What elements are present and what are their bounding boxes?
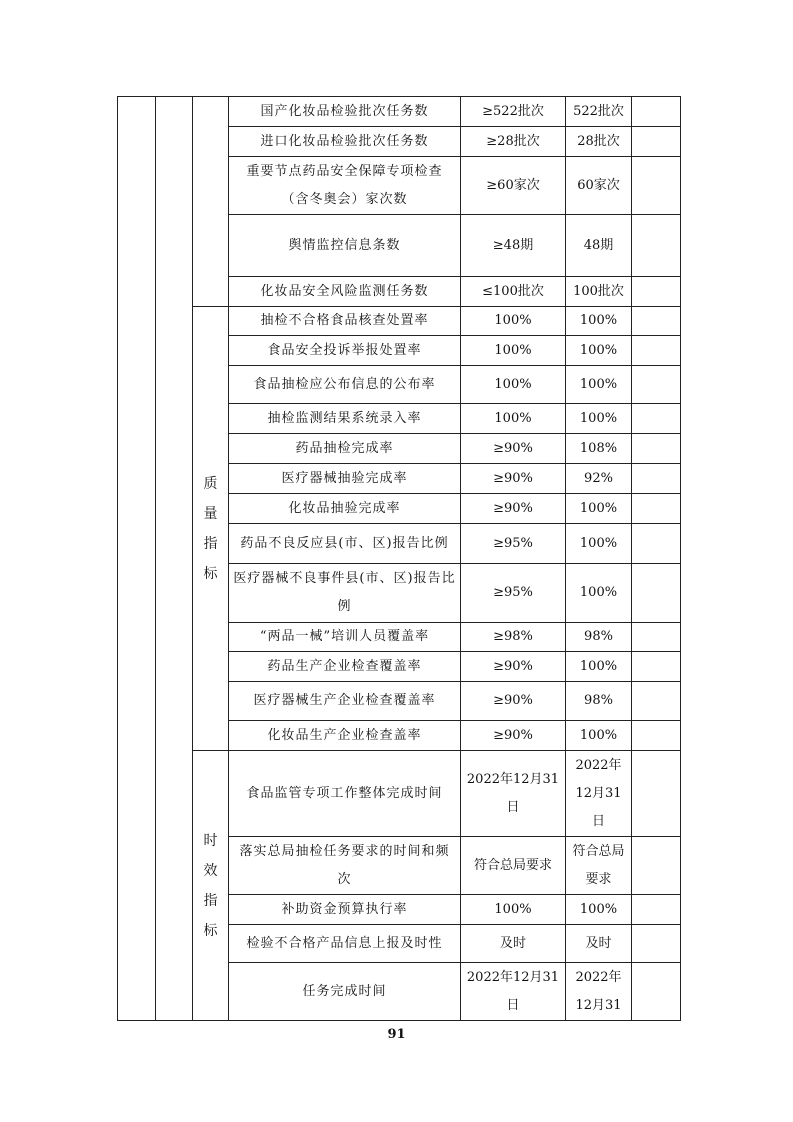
target-cell: 符合总局要求 <box>461 837 566 895</box>
score-cell <box>632 895 681 925</box>
quantity-group-cell <box>193 97 229 307</box>
actual-cell: 100% <box>566 721 632 751</box>
target-cell: ≥90% <box>461 434 566 464</box>
target-cell: 及时 <box>461 925 566 963</box>
actual-cell: 符合总局要求 <box>566 837 632 895</box>
indicator-cell: 医疗器械抽验完成率 <box>229 464 461 494</box>
score-cell <box>632 404 681 434</box>
target-cell: ≥48期 <box>461 215 566 277</box>
group-label-char: 质 <box>203 475 218 492</box>
target-cell: ≥98% <box>461 623 566 652</box>
actual-cell: 及时 <box>566 925 632 963</box>
target-cell: ≥28批次 <box>461 127 566 157</box>
actual-cell: 28批次 <box>566 127 632 157</box>
page-number: 91 <box>387 1027 406 1042</box>
indicator-cell: 医疗器械不良事件县(市、区)报告比例 <box>229 564 461 623</box>
target-cell: ≥95% <box>461 524 566 564</box>
actual-cell: 108% <box>566 434 632 464</box>
target-cell: ≥90% <box>461 682 566 721</box>
score-cell <box>632 336 681 366</box>
actual-cell: 60家次 <box>566 157 632 215</box>
indicator-cell: 进口化妆品检验批次任务数 <box>229 127 461 157</box>
target-cell: 100% <box>461 895 566 925</box>
score-cell <box>632 652 681 682</box>
score-cell <box>632 277 681 307</box>
table-row <box>118 751 681 837</box>
target-cell: 2022年12月31日 <box>461 963 566 1021</box>
actual-cell: 100批次 <box>566 277 632 307</box>
score-cell <box>632 307 681 336</box>
indicator-cell: 化妆品安全风险监测任务数 <box>229 277 461 307</box>
indicator-cell: 药品不良反应县(市、区)报告比例 <box>229 524 461 564</box>
group-label-char: 标 <box>203 922 218 939</box>
indicator-cell: 重要节点药品安全保障专项检查（含冬奥会）家次数 <box>229 157 461 215</box>
target-cell: 100% <box>461 404 566 434</box>
target-cell: ≥90% <box>461 652 566 682</box>
performance-indicator-table-container <box>117 96 680 1021</box>
indicator-cell: 国产化妆品检验批次任务数 <box>229 97 461 127</box>
actual-cell: 100% <box>566 895 632 925</box>
indicator-cell: 药品抽检完成率 <box>229 434 461 464</box>
timeliness-group-label <box>193 751 229 1021</box>
quality-group-label <box>193 307 229 751</box>
target-cell: ≤100批次 <box>461 277 566 307</box>
group-label-char: 时 <box>203 832 218 849</box>
target-cell: ≥90% <box>461 494 566 524</box>
actual-cell: 48期 <box>566 215 632 277</box>
target-cell: 100% <box>461 336 566 366</box>
actual-cell: 92% <box>566 464 632 494</box>
group-label-char: 指 <box>203 892 218 909</box>
indicator-cell: 抽检监测结果系统录入率 <box>229 404 461 434</box>
group-label-char: 标 <box>203 565 218 582</box>
target-cell: ≥60家次 <box>461 157 566 215</box>
score-cell <box>632 682 681 721</box>
target-cell: 100% <box>461 366 566 404</box>
group-label-char: 指 <box>203 535 218 552</box>
indicator-cell: 任务完成时间 <box>229 963 461 1021</box>
score-cell <box>632 721 681 751</box>
table-row <box>118 307 681 336</box>
indicator-cell: 食品安全投诉举报处置率 <box>229 336 461 366</box>
target-cell: ≥95% <box>461 564 566 623</box>
category-cell-level1 <box>118 97 156 1021</box>
target-cell: 100% <box>461 307 566 336</box>
indicator-cell: 抽检不合格食品核查处置率 <box>229 307 461 336</box>
indicator-cell: “两品一械”培训人员覆盖率 <box>229 623 461 652</box>
group-label-char: 量 <box>203 505 218 522</box>
actual-cell: 2022年12月31 <box>566 963 632 1021</box>
indicator-cell: 检验不合格产品信息上报及时性 <box>229 925 461 963</box>
score-cell <box>632 464 681 494</box>
actual-cell: 522批次 <box>566 97 632 127</box>
actual-cell: 100% <box>566 404 632 434</box>
score-cell <box>632 434 681 464</box>
indicator-cell: 化妆品生产企业检查盖率 <box>229 721 461 751</box>
score-cell <box>632 97 681 127</box>
indicator-cell: 舆情监控信息条数 <box>229 215 461 277</box>
actual-cell: 100% <box>566 652 632 682</box>
score-cell <box>632 751 681 837</box>
performance-indicator-table <box>117 96 681 1021</box>
indicator-cell: 医疗器械生产企业检查覆盖率 <box>229 682 461 721</box>
score-cell <box>632 127 681 157</box>
actual-cell: 100% <box>566 307 632 336</box>
actual-cell: 2022年12月31日 <box>566 751 632 837</box>
target-cell: ≥90% <box>461 464 566 494</box>
score-cell <box>632 524 681 564</box>
indicator-cell: 落实总局抽检任务要求的时间和频次 <box>229 837 461 895</box>
score-cell <box>632 366 681 404</box>
actual-cell: 100% <box>566 494 632 524</box>
category-cell-level2 <box>156 97 193 1021</box>
actual-cell: 98% <box>566 682 632 721</box>
score-cell <box>632 564 681 623</box>
score-cell <box>632 215 681 277</box>
indicator-cell: 药品生产企业检查覆盖率 <box>229 652 461 682</box>
score-cell <box>632 157 681 215</box>
indicator-cell: 化妆品抽验完成率 <box>229 494 461 524</box>
score-cell <box>632 925 681 963</box>
actual-cell: 100% <box>566 524 632 564</box>
target-cell: 2022年12月31日 <box>461 751 566 837</box>
table-row <box>118 97 681 127</box>
target-cell: ≥90% <box>461 721 566 751</box>
actual-cell: 100% <box>566 336 632 366</box>
score-cell <box>632 963 681 1021</box>
indicator-cell: 食品监管专项工作整体完成时间 <box>229 751 461 837</box>
group-label-char: 效 <box>203 862 218 879</box>
actual-cell: 98% <box>566 623 632 652</box>
target-cell: ≥522批次 <box>461 97 566 127</box>
indicator-cell: 食品抽检应公布信息的公布率 <box>229 366 461 404</box>
actual-cell: 100% <box>566 366 632 404</box>
actual-cell: 100% <box>566 564 632 623</box>
indicator-cell: 补助资金预算执行率 <box>229 895 461 925</box>
score-cell <box>632 837 681 895</box>
score-cell <box>632 494 681 524</box>
score-cell <box>632 623 681 652</box>
